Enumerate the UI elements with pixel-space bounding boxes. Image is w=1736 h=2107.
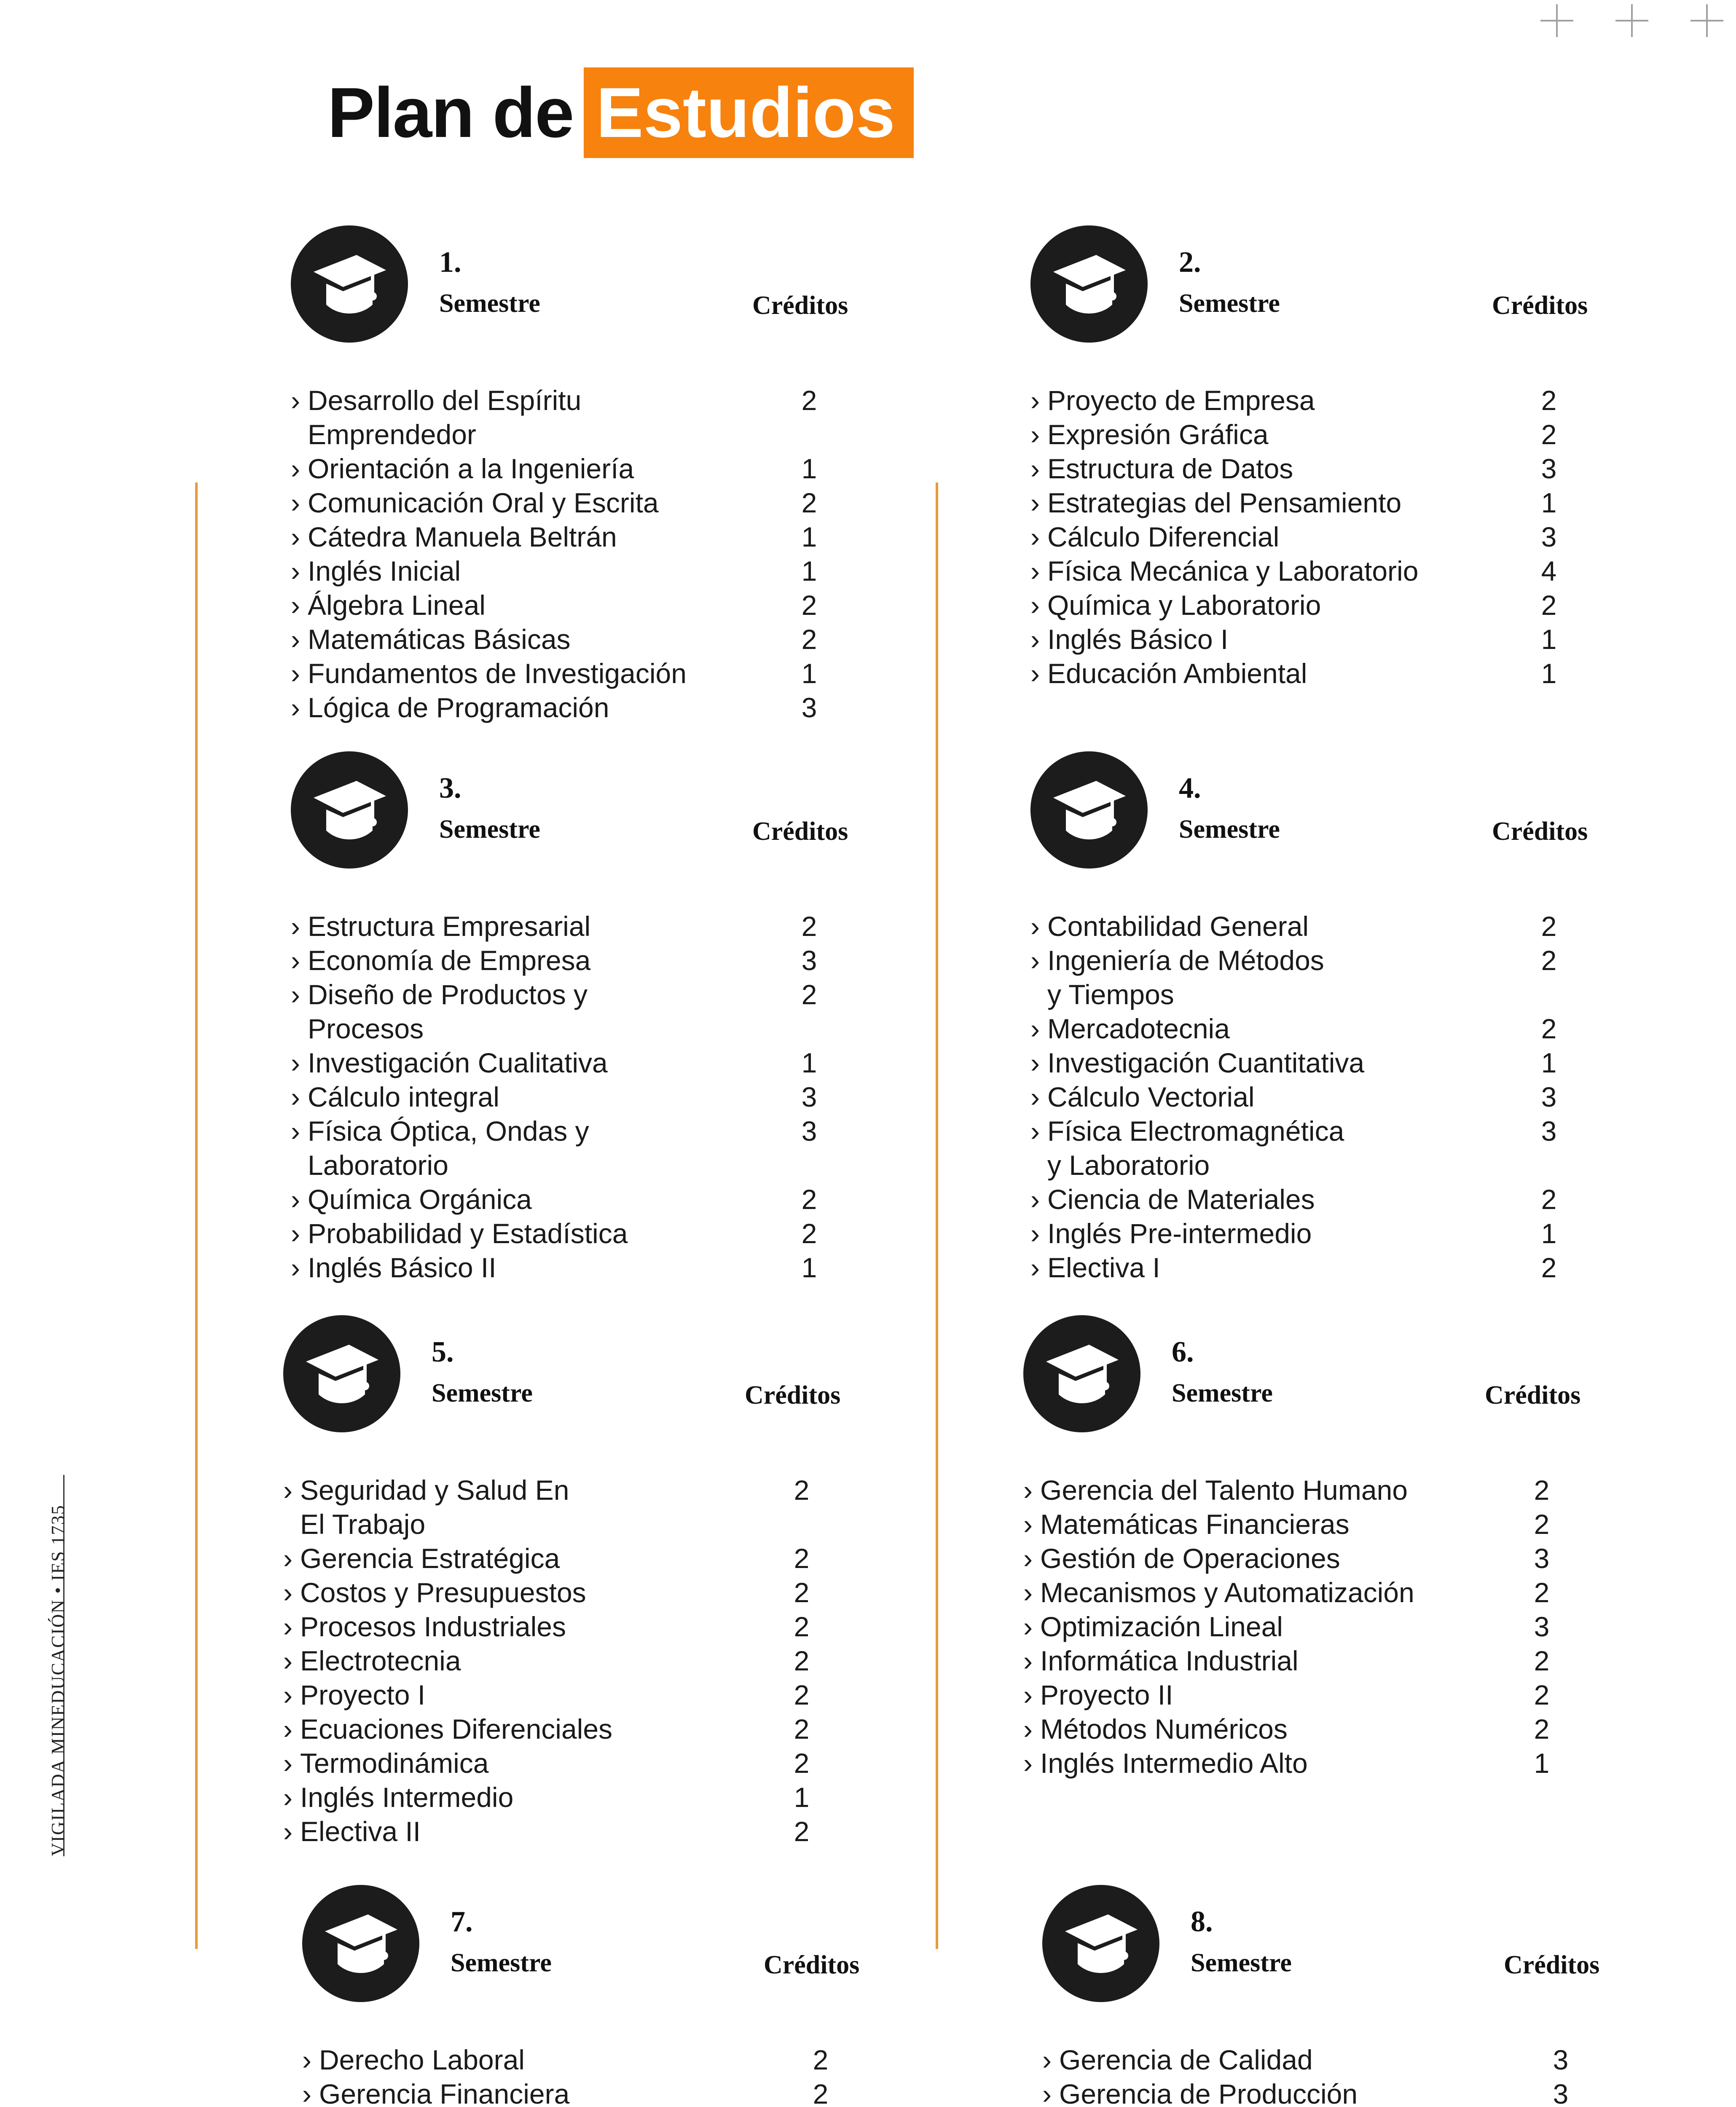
course-credits: 2: [801, 911, 817, 942]
credits-label: Créditos: [752, 817, 848, 846]
course-credits: 2: [794, 1577, 810, 1608]
chevron-right-icon: ›: [1023, 1748, 1033, 1779]
course-row: [291, 1217, 1033, 1251]
course-credits: 2: [1534, 1679, 1550, 1710]
semester-label: Semestre: [439, 815, 540, 844]
course-credits: 2: [1541, 1252, 1557, 1283]
course-row: [1030, 1080, 1736, 1114]
semester-number: 4.: [1179, 772, 1201, 804]
course-name: Diseño de Productos y: [308, 979, 588, 1010]
course-credits: 1: [1541, 1218, 1557, 1249]
course-credits: 2: [801, 624, 817, 655]
course-name: Mercadotecnia: [1047, 1013, 1230, 1044]
graduation-cap-icon: [283, 1315, 400, 1432]
chevron-right-icon: ›: [283, 1474, 292, 1506]
course-row-continuation: [291, 418, 1033, 452]
course-credits: 1: [801, 453, 817, 484]
chevron-right-icon: ›: [1030, 385, 1040, 416]
chevron-right-icon: ›: [1030, 419, 1040, 450]
chevron-right-icon: ›: [1030, 487, 1040, 518]
chevron-right-icon: ›: [1030, 1115, 1040, 1147]
chevron-right-icon: ›: [291, 453, 300, 484]
title-highlight: Estudios: [584, 67, 914, 158]
semester-number: 8.: [1191, 1906, 1213, 1938]
graduation-cap-icon: [1030, 225, 1148, 343]
course-name: Probabilidad y Estadística: [308, 1218, 628, 1249]
course-name: Informática Industrial: [1040, 1645, 1299, 1676]
course-credits: 1: [801, 1252, 817, 1283]
chevron-right-icon: ›: [283, 1611, 292, 1642]
course-credits: 1: [1534, 1748, 1550, 1779]
chevron-right-icon: ›: [291, 1081, 300, 1112]
course-row: [1030, 622, 1736, 657]
semester-label: Semestre: [439, 289, 540, 318]
course-credits: 2: [794, 1611, 810, 1642]
chevron-right-icon: ›: [1030, 453, 1040, 484]
course-row: [291, 622, 1033, 657]
course-credits: 3: [1541, 1081, 1557, 1112]
course-row: [1030, 520, 1736, 554]
graduation-cap-icon: [302, 1885, 419, 2002]
course-name: Álgebra Lineal: [308, 590, 486, 621]
course-credits: 3: [1534, 1611, 1550, 1642]
course-row: [1030, 418, 1736, 452]
course-name: Ciencia de Materiales: [1047, 1184, 1315, 1215]
chevron-right-icon: ›: [291, 979, 300, 1010]
course-name: Inglés Intermedio Alto: [1040, 1748, 1308, 1779]
chevron-right-icon: ›: [291, 1047, 300, 1078]
semester-number: 1.: [439, 246, 462, 279]
course-credits: 3: [801, 692, 817, 723]
course-name-continuation: y Tiempos: [1047, 979, 1174, 1010]
course-name-continuation: Laboratorio: [308, 1150, 448, 1181]
chevron-right-icon: ›: [291, 1252, 300, 1283]
credits-label: Créditos: [745, 1381, 841, 1410]
chevron-right-icon: ›: [1030, 624, 1040, 655]
divider-left: [195, 483, 198, 1949]
cross-mark-icon: [1690, 4, 1723, 37]
course-name: Ingeniería de Métodos: [1047, 945, 1324, 976]
chevron-right-icon: ›: [1030, 1252, 1040, 1283]
chevron-right-icon: ›: [283, 1782, 292, 1813]
chevron-right-icon: ›: [1030, 590, 1040, 621]
course-row: [291, 554, 1033, 588]
course-list: [1023, 1473, 1736, 1780]
chevron-right-icon: ›: [1030, 555, 1040, 587]
page-title: [327, 67, 914, 158]
course-credits: 3: [1541, 1115, 1557, 1147]
chevron-right-icon: ›: [291, 487, 300, 518]
course-credits: 1: [1541, 1047, 1557, 1078]
graduation-cap-icon: [1042, 1885, 1159, 2002]
course-name: Mecanismos y Automatización: [1040, 1577, 1414, 1608]
course-row: [1030, 452, 1736, 486]
course-list: [291, 909, 1033, 1285]
course-row: [302, 2077, 1044, 2107]
course-credits: 1: [801, 521, 817, 552]
course-name: Matemáticas Financieras: [1040, 1509, 1350, 1540]
semester-label: Semestre: [1179, 815, 1280, 844]
course-name-continuation: y Laboratorio: [1047, 1150, 1210, 1181]
course-row: [283, 1610, 1025, 1644]
course-row-continuation: [1030, 978, 1736, 1012]
course-credits: 4: [1541, 555, 1557, 587]
course-row: [1023, 1473, 1736, 1507]
chevron-right-icon: ›: [291, 385, 300, 416]
course-row: [283, 1746, 1025, 1780]
course-list: [283, 1473, 1025, 1849]
course-name: Gestión de Operaciones: [1040, 1543, 1340, 1574]
course-credits: 2: [1541, 911, 1557, 942]
course-name: Fundamentos de Investigación: [308, 658, 687, 689]
course-credits: 2: [794, 1713, 810, 1745]
course-credits: 2: [1541, 1184, 1557, 1215]
course-credits: 2: [794, 1645, 810, 1676]
course-row-continuation: [291, 1148, 1033, 1182]
course-name: Cálculo Diferencial: [1047, 521, 1280, 552]
course-name: Inglés Inicial: [308, 555, 461, 587]
course-credits: 2: [1541, 945, 1557, 976]
corner-crosses: [1540, 4, 1723, 37]
course-name: Gerencia Financiera: [319, 2078, 570, 2107]
course-credits: 2: [1541, 385, 1557, 416]
chevron-right-icon: ›: [291, 945, 300, 976]
course-row: [1030, 909, 1736, 944]
chevron-right-icon: ›: [1042, 2078, 1052, 2107]
course-credits: 2: [1534, 1577, 1550, 1608]
course-name: Optimización Lineal: [1040, 1611, 1283, 1642]
semester-number: 6.: [1172, 1336, 1194, 1368]
credits-label: Créditos: [1485, 1381, 1581, 1410]
chevron-right-icon: ›: [291, 1184, 300, 1215]
course-row: [291, 978, 1033, 1012]
chevron-right-icon: ›: [1023, 1713, 1033, 1745]
course-credits: 1: [801, 555, 817, 587]
course-row: [1023, 1712, 1736, 1746]
chevron-right-icon: ›: [1023, 1474, 1033, 1506]
course-row: [1023, 1541, 1736, 1576]
course-credits: 1: [1541, 624, 1557, 655]
course-name: Proyecto I: [300, 1679, 426, 1710]
chevron-right-icon: ›: [1030, 658, 1040, 689]
course-name: Procesos Industriales: [300, 1611, 566, 1642]
course-row: [291, 588, 1033, 622]
course-name: Electiva I: [1047, 1252, 1160, 1283]
course-name: Gerencia del Talento Humano: [1040, 1474, 1408, 1506]
course-name: Estrategias del Pensamiento: [1047, 487, 1402, 518]
course-row: [291, 909, 1033, 944]
chevron-right-icon: ›: [1030, 1013, 1040, 1044]
course-name: Seguridad y Salud En: [300, 1474, 569, 1506]
semester-number: 2.: [1179, 246, 1201, 279]
course-name: Cálculo Vectorial: [1047, 1081, 1255, 1112]
course-row: [1042, 2077, 1736, 2107]
graduation-cap-icon: [291, 225, 408, 343]
chevron-right-icon: ›: [291, 658, 300, 689]
course-credits: 2: [1541, 590, 1557, 621]
course-row: [1030, 1217, 1736, 1251]
graduation-cap-icon: [1030, 751, 1148, 869]
course-list: [1030, 383, 1736, 691]
course-row: [291, 383, 1033, 418]
course-row: [291, 520, 1033, 554]
course-list: [291, 383, 1033, 725]
chevron-right-icon: ›: [1023, 1509, 1033, 1540]
course-row: [1030, 1114, 1736, 1148]
course-row: [291, 486, 1033, 520]
course-row: [283, 1678, 1025, 1712]
course-name: Lógica de Programación: [308, 692, 609, 723]
course-name: Expresión Gráfica: [1047, 419, 1269, 450]
course-credits: 2: [1541, 419, 1557, 450]
course-row: [291, 691, 1033, 725]
course-row: [1030, 554, 1736, 588]
course-list: [1030, 909, 1736, 1285]
course-name: Termodinámica: [300, 1748, 489, 1779]
course-name: Inglés Pre-intermedio: [1047, 1218, 1312, 1249]
course-row-continuation: [1030, 1148, 1736, 1182]
semester-number: 5.: [432, 1336, 454, 1368]
course-row: [283, 1473, 1025, 1507]
semester-label: Semestre: [1191, 1949, 1292, 1977]
course-row: [291, 1114, 1033, 1148]
course-row: [291, 944, 1033, 978]
credits-label: Créditos: [1492, 291, 1588, 320]
chevron-right-icon: ›: [291, 692, 300, 723]
chevron-right-icon: ›: [291, 590, 300, 621]
course-row: [1030, 1046, 1736, 1080]
chevron-right-icon: ›: [291, 624, 300, 655]
course-row: [283, 1712, 1025, 1746]
chevron-right-icon: ›: [1023, 1645, 1033, 1676]
cross-mark-icon: [1540, 4, 1573, 37]
course-row: [291, 1046, 1033, 1080]
course-name: Física Mecánica y Laboratorio: [1047, 555, 1419, 587]
course-credits: 3: [801, 945, 817, 976]
course-name: Costos y Presupuestos: [300, 1577, 586, 1608]
sidebar-vigilada-text: VIGILADA MINEDUCACIÓN • IES 1735: [48, 1504, 68, 1856]
course-credits: 1: [801, 658, 817, 689]
chevron-right-icon: ›: [1030, 911, 1040, 942]
course-name: Física Óptica, Ondas y: [308, 1115, 589, 1147]
course-row-continuation: [283, 1507, 1025, 1541]
semester-number: 7.: [451, 1906, 473, 1938]
chevron-right-icon: ›: [283, 1748, 292, 1779]
course-name: Investigación Cualitativa: [308, 1047, 608, 1078]
course-name: Gerencia Estratégica: [300, 1543, 560, 1574]
chevron-right-icon: ›: [1023, 1611, 1033, 1642]
course-credits: 2: [1534, 1645, 1550, 1676]
course-credits: 3: [1534, 1543, 1550, 1574]
course-name: Economía de Empresa: [308, 945, 591, 976]
course-name: Gerencia de Producción: [1059, 2078, 1358, 2107]
course-name: Inglés Básico I: [1047, 624, 1229, 655]
course-name: Proyecto de Empresa: [1047, 385, 1315, 416]
course-name: Inglés Intermedio: [300, 1782, 514, 1813]
course-credits: 2: [801, 1184, 817, 1215]
course-row-continuation: [291, 1012, 1033, 1046]
chevron-right-icon: ›: [1030, 521, 1040, 552]
course-name-continuation: Emprendedor: [308, 419, 476, 450]
course-name: Derecho Laboral: [319, 2044, 525, 2075]
course-credits: 3: [801, 1081, 817, 1112]
title-plain: Plan de: [327, 73, 574, 152]
chevron-right-icon: ›: [291, 521, 300, 552]
cross-mark-icon: [1615, 4, 1648, 37]
course-row: [283, 1541, 1025, 1576]
chevron-right-icon: ›: [1030, 945, 1040, 976]
course-row: [291, 1251, 1033, 1285]
course-row: [291, 1080, 1033, 1114]
chevron-right-icon: ›: [1030, 1081, 1040, 1112]
course-name: Química y Laboratorio: [1047, 590, 1321, 621]
course-row: [1023, 1644, 1736, 1678]
course-credits: 1: [801, 1047, 817, 1078]
course-credits: 3: [801, 1115, 817, 1147]
chevron-right-icon: ›: [283, 1713, 292, 1745]
course-credits: 2: [794, 1679, 810, 1710]
course-credits: 1: [1541, 487, 1557, 518]
course-name: Gerencia de Calidad: [1059, 2044, 1313, 2075]
course-credits: 2: [801, 590, 817, 621]
course-credits: 2: [801, 979, 817, 1010]
course-credits: 3: [1541, 521, 1557, 552]
course-row: [1023, 1610, 1736, 1644]
chevron-right-icon: ›: [302, 2078, 311, 2107]
chevron-right-icon: ›: [291, 911, 300, 942]
course-name: Comunicación Oral y Escrita: [308, 487, 659, 518]
chevron-right-icon: ›: [283, 1645, 292, 1676]
course-name: Química Orgánica: [308, 1184, 532, 1215]
course-name: Investigación Cuantitativa: [1047, 1047, 1365, 1078]
credits-label: Créditos: [1504, 1951, 1600, 1979]
course-credits: 2: [801, 1218, 817, 1249]
course-row: [283, 1780, 1025, 1815]
semester-label: Semestre: [1179, 289, 1280, 318]
course-credits: 2: [1534, 1713, 1550, 1745]
semester-number: 3.: [439, 772, 462, 804]
course-name: Cálculo integral: [308, 1081, 499, 1112]
course-credits: 2: [794, 1543, 810, 1574]
course-row: [1023, 1507, 1736, 1541]
course-credits: 3: [1553, 2044, 1569, 2075]
chevron-right-icon: ›: [1023, 1543, 1033, 1574]
course-credits: 2: [794, 1474, 810, 1506]
semester-label: Semestre: [1172, 1379, 1273, 1407]
course-name: Orientación a la Ingeniería: [308, 453, 634, 484]
course-credits: 3: [1541, 453, 1557, 484]
graduation-cap-icon: [1023, 1315, 1140, 1432]
course-credits: 2: [813, 2078, 829, 2107]
course-row: [283, 1644, 1025, 1678]
chevron-right-icon: ›: [1023, 1577, 1033, 1608]
course-name: Inglés Básico II: [308, 1252, 496, 1283]
course-row: [1030, 657, 1736, 691]
credits-label: Créditos: [764, 1951, 860, 1979]
credits-label: Créditos: [752, 291, 848, 320]
course-row: [302, 2043, 1044, 2077]
chevron-right-icon: ›: [283, 1577, 292, 1608]
course-row: [291, 657, 1033, 691]
course-name-continuation: Procesos: [308, 1013, 424, 1044]
course-row: [1023, 1746, 1736, 1780]
course-name: Desarrollo del Espíritu: [308, 385, 582, 416]
chevron-right-icon: ›: [1042, 2044, 1052, 2075]
chevron-right-icon: ›: [302, 2044, 311, 2075]
course-name: Electrotecnia: [300, 1645, 461, 1676]
course-row: [283, 1815, 1025, 1849]
course-row: [1030, 944, 1736, 978]
course-credits: 2: [813, 2044, 829, 2075]
course-name: Estructura Empresarial: [308, 911, 591, 942]
course-credits: 2: [801, 487, 817, 518]
course-credits: 2: [1541, 1013, 1557, 1044]
course-name: Cátedra Manuela Beltrán: [308, 521, 617, 552]
course-list: [1042, 2043, 1736, 2107]
course-credits: 1: [1541, 658, 1557, 689]
course-credits: 2: [794, 1816, 810, 1847]
course-name: Métodos Numéricos: [1040, 1713, 1288, 1745]
course-credits: 2: [1534, 1509, 1550, 1540]
course-list: [302, 2043, 1044, 2107]
course-row: [1030, 1182, 1736, 1217]
chevron-right-icon: ›: [283, 1543, 292, 1574]
course-name: Educación Ambiental: [1047, 658, 1307, 689]
course-credits: 3: [1553, 2078, 1569, 2107]
course-row: [1042, 2043, 1736, 2077]
course-name: Ecuaciones Diferenciales: [300, 1713, 613, 1745]
course-row: [1023, 1678, 1736, 1712]
credits-label: Créditos: [1492, 817, 1588, 846]
course-row: [1030, 383, 1736, 418]
course-name: Matemáticas Básicas: [308, 624, 571, 655]
course-row: [1030, 588, 1736, 622]
semester-label: Semestre: [451, 1949, 552, 1977]
chevron-right-icon: ›: [1030, 1047, 1040, 1078]
course-credits: 2: [1534, 1474, 1550, 1506]
course-credits: 2: [794, 1748, 810, 1779]
course-name: Física Electromagnética: [1047, 1115, 1344, 1147]
course-credits: 1: [794, 1782, 810, 1813]
chevron-right-icon: ›: [1030, 1218, 1040, 1249]
course-name: Electiva II: [300, 1816, 421, 1847]
course-row: [291, 1182, 1033, 1217]
chevron-right-icon: ›: [283, 1816, 292, 1847]
course-credits: 2: [801, 385, 817, 416]
chevron-right-icon: ›: [291, 1218, 300, 1249]
course-name: Contabilidad General: [1047, 911, 1309, 942]
chevron-right-icon: ›: [283, 1679, 292, 1710]
course-row: [291, 452, 1033, 486]
semester-label: Semestre: [432, 1379, 533, 1407]
course-row: [1030, 1012, 1736, 1046]
course-row: [1030, 1251, 1736, 1285]
chevron-right-icon: ›: [1023, 1679, 1033, 1710]
graduation-cap-icon: [291, 751, 408, 869]
course-row: [1023, 1576, 1736, 1610]
chevron-right-icon: ›: [291, 555, 300, 587]
course-row: [1030, 486, 1736, 520]
course-row: [283, 1576, 1025, 1610]
course-name: Estructura de Datos: [1047, 453, 1293, 484]
chevron-right-icon: ›: [291, 1115, 300, 1147]
course-name-continuation: El Trabajo: [300, 1509, 426, 1540]
course-name: Proyecto II: [1040, 1679, 1173, 1710]
chevron-right-icon: ›: [1030, 1184, 1040, 1215]
